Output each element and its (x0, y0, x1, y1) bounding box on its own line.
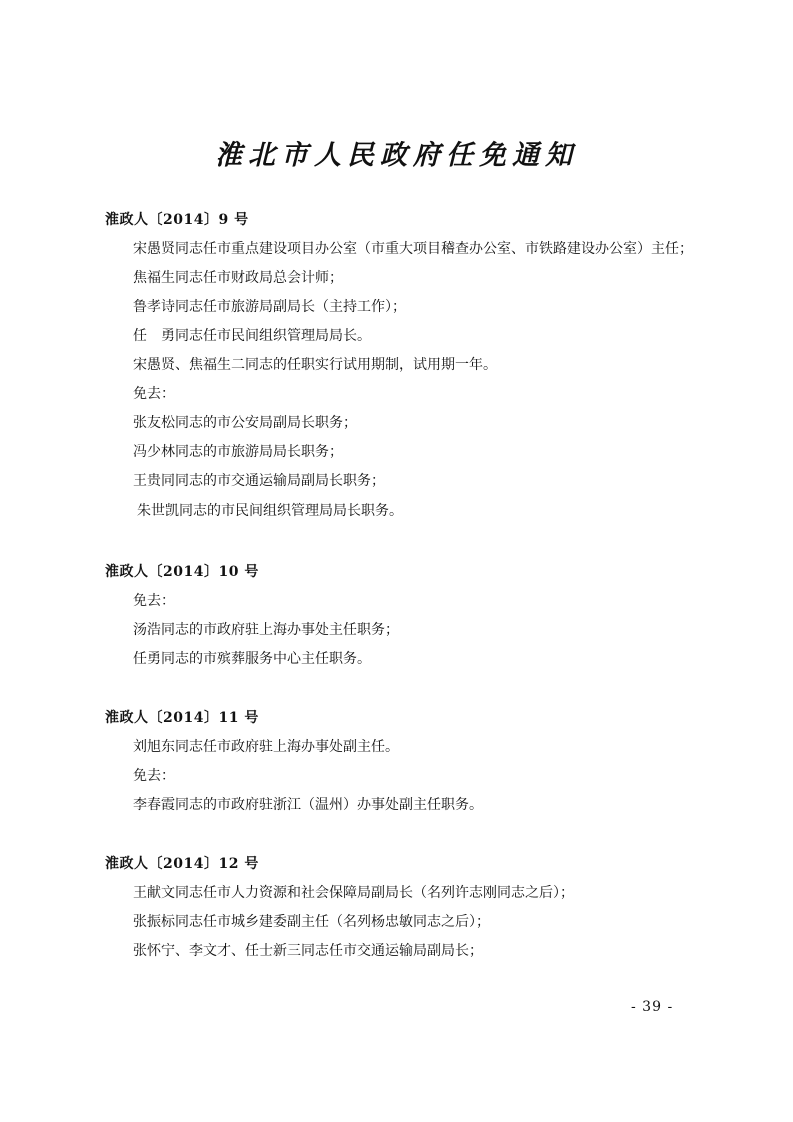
notice-line: 张怀宁、李文才、任士新三同志任市交通运输局副局长； (133, 943, 483, 959)
section-header: 淮政人〔2014〕11 号 (105, 710, 259, 726)
page-number: - 39 - (631, 999, 674, 1015)
notice-line: 宋愚贤同志任市重点建设项目办公室（市重大项目稽查办公室、市铁路建设办公室）主任； (133, 241, 693, 257)
notice-line: 鲁孝诗同志任市旅游局副局长（主持工作）； (133, 299, 406, 315)
notice-line: 免去： (133, 386, 175, 402)
notice-line: 任勇同志的市殡葬服务中心主任职务。 (133, 651, 371, 667)
notice-line: 免去： (133, 593, 175, 609)
section-header: 淮政人〔2014〕10 号 (105, 564, 259, 580)
notice-line: 冯少林同志的市旅游局局长职务； (133, 444, 343, 460)
notice-line: 焦福生同志任市财政局总会计师； (133, 270, 343, 286)
notice-line: 李春霞同志的市政府驻浙江（温州）办事处副主任职务。 (133, 797, 483, 813)
notice-line: 张友松同志的市公安局副局长职务； (133, 415, 357, 431)
notice-line: 朱世凯同志的市民间组织管理局局长职务。 (137, 503, 403, 519)
notice-line: 张振标同志任市城乡建委副主任（名列杨忠敏同志之后）； (133, 914, 490, 930)
notice-line: 王贵同同志的市交通运输局副局长职务； (133, 473, 385, 489)
page-title: 淮北市人民政府任免通知 (215, 140, 578, 171)
notice-line: 汤浩同志的市政府驻上海办事处主任职务； (133, 622, 399, 638)
notice-line: 王献文同志任市人力资源和社会保障局副局长（名列许志刚同志之后）； (133, 885, 574, 901)
notice-line: 宋愚贤、焦福生二同志的任职实行试用期制，试用期一年。 (133, 357, 497, 373)
notice-line: 刘旭东同志任市政府驻上海办事处副主任。 (133, 739, 399, 755)
notice-line: 免去： (133, 768, 175, 784)
section-header: 淮政人〔2014〕12 号 (105, 856, 259, 872)
notice-line: 任 勇同志任市民间组织管理局局长。 (133, 328, 371, 344)
section-header: 淮政人〔2014〕9 号 (105, 212, 249, 228)
